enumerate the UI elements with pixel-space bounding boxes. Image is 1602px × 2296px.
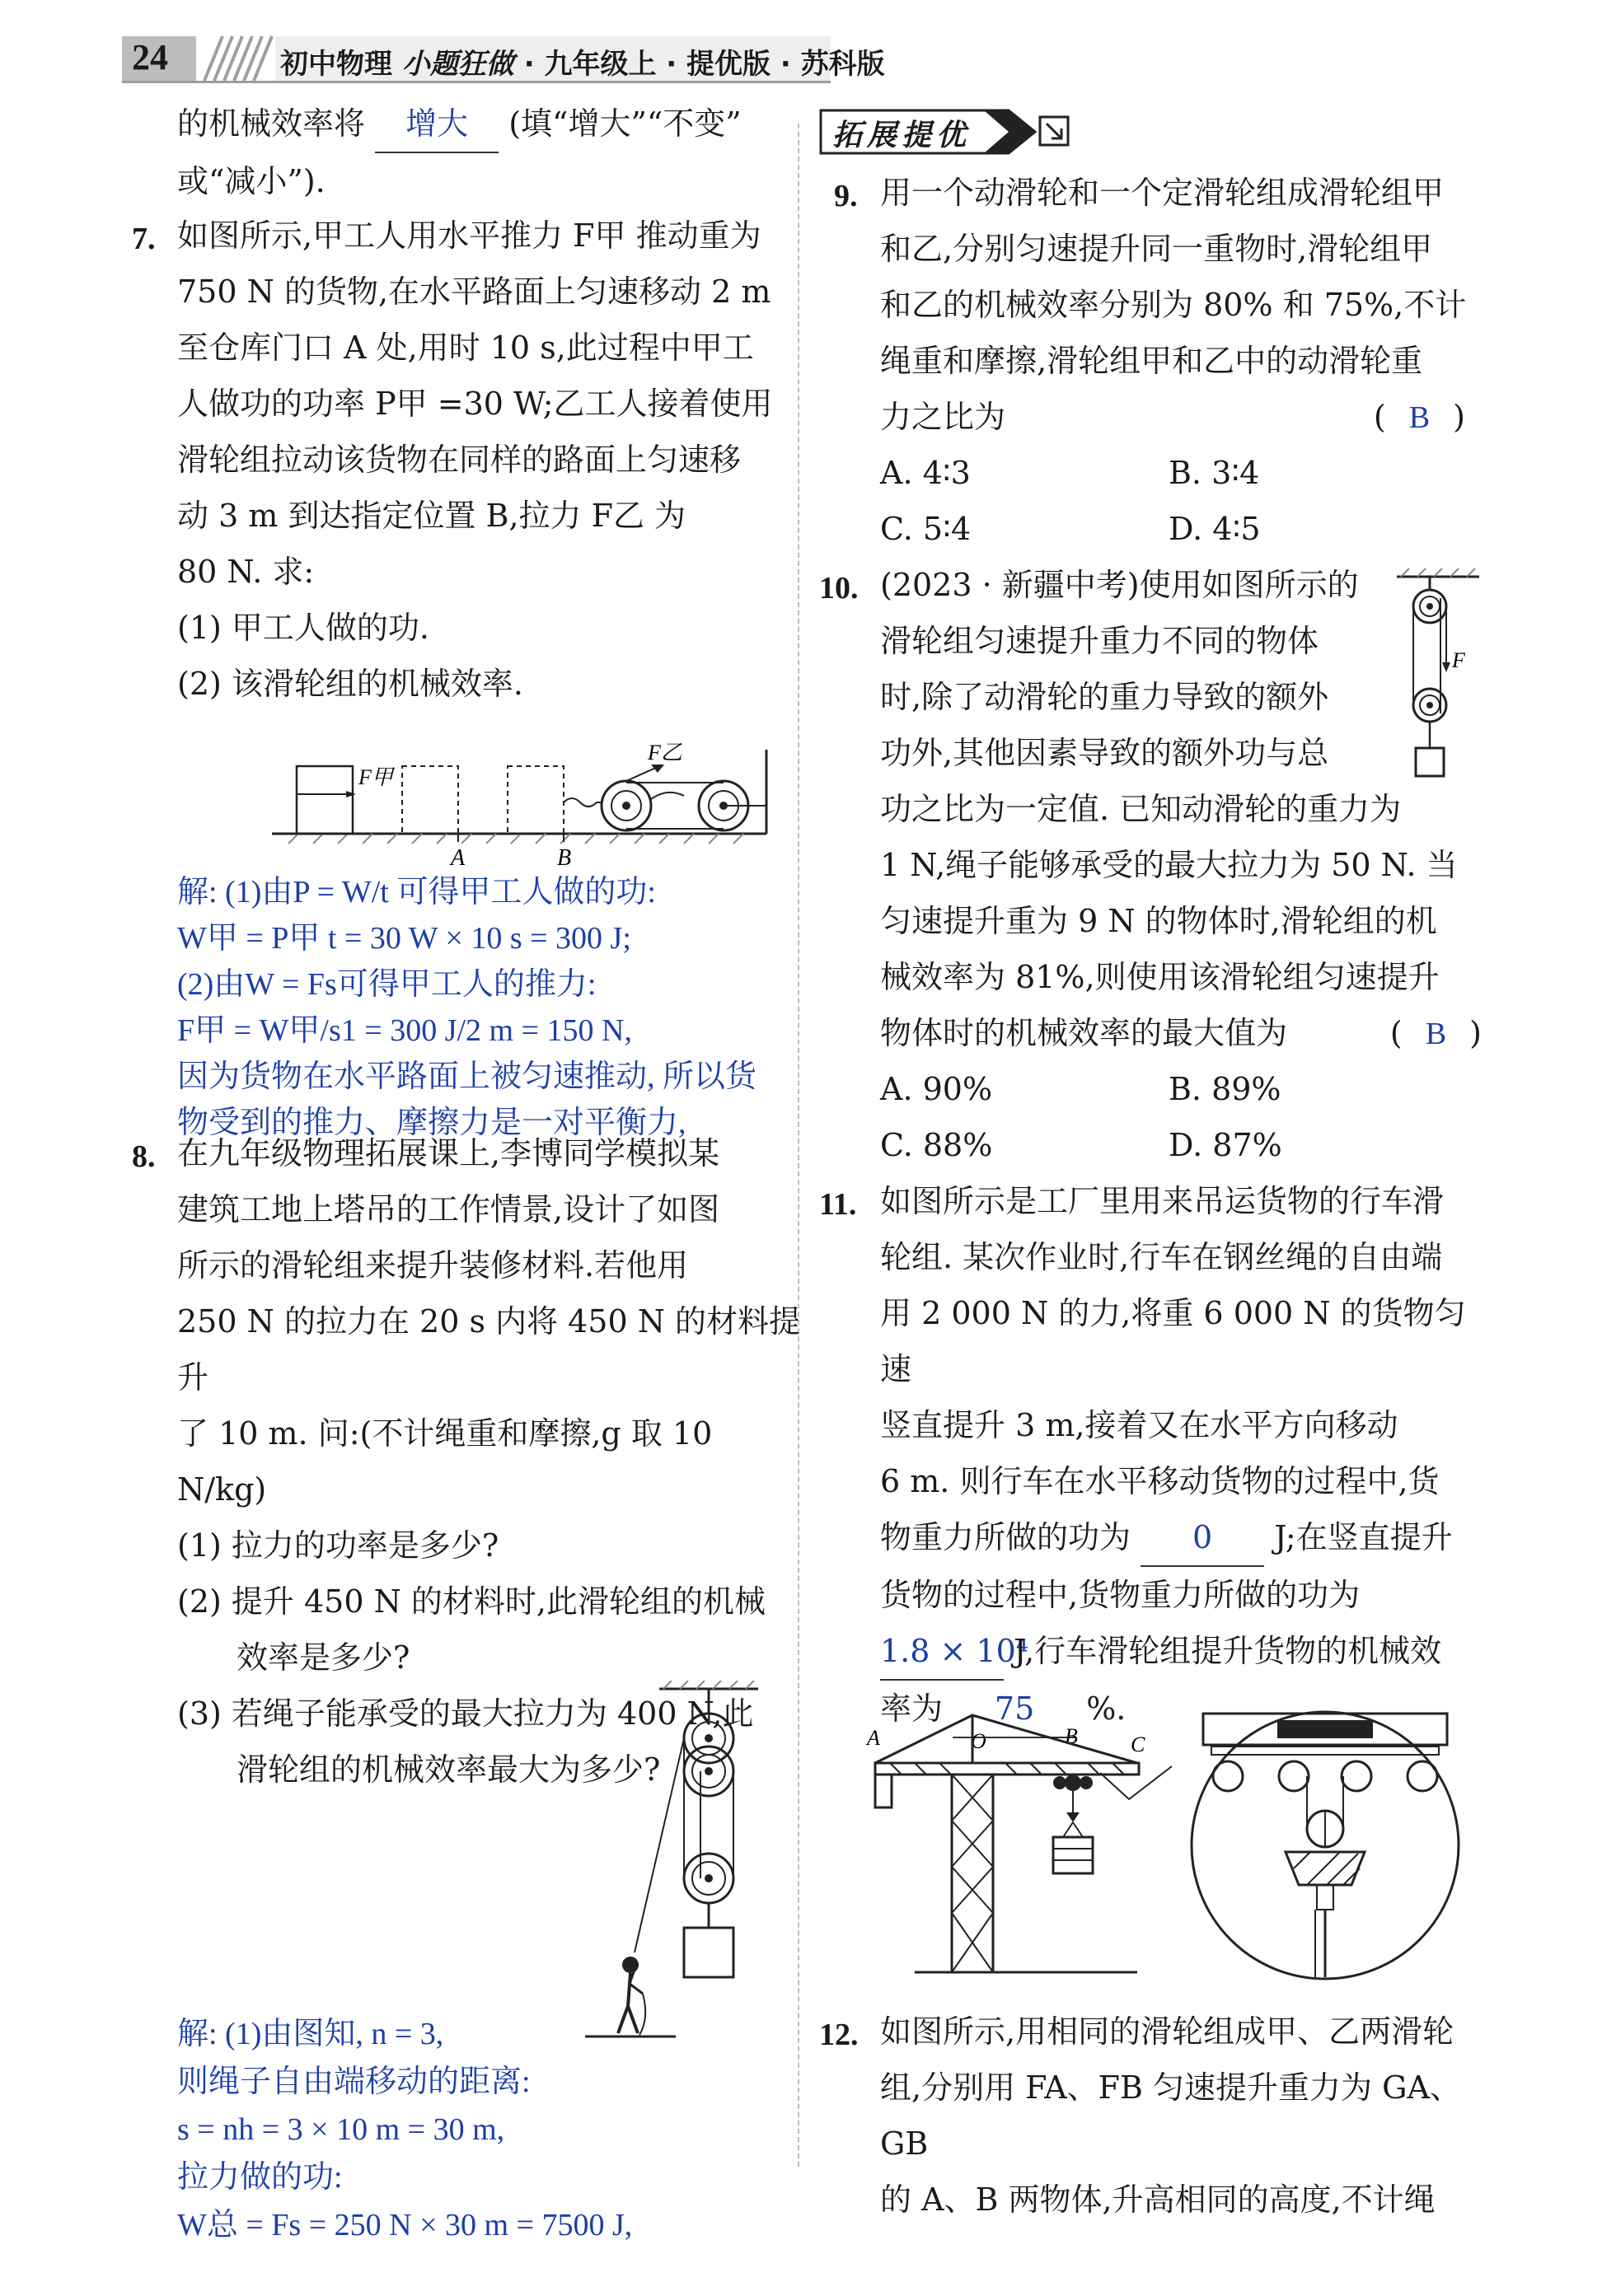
q9-line: 力之比为 xyxy=(880,399,1006,435)
page-number: 24 xyxy=(132,37,168,77)
option-a: A. 4∶3 xyxy=(880,455,971,491)
fig-label-a: A xyxy=(451,845,466,865)
q8-line: 在九年级物理拓展课上,李博同学模拟某 xyxy=(177,1135,720,1171)
fig-label-f: F xyxy=(1452,648,1465,672)
q11-line: 竖直提升 3 m,接着又在水平方向移动 xyxy=(880,1407,1398,1443)
section-banner xyxy=(819,109,1075,158)
q9-answer-bracket: ( B ) xyxy=(1373,399,1465,435)
q10-line: 功外,其他因素导致的额外功与总 xyxy=(880,735,1329,771)
solution-line: 因为货物在水平路面上被匀速推动, 所以货 xyxy=(177,1059,757,1094)
q10-line: 时,除了动滑轮的重力导致的额外 xyxy=(880,679,1329,715)
q11-line: 6 m. 则行车在水平移动货物的过程中,货 xyxy=(880,1463,1440,1499)
q9-answer: B xyxy=(1408,400,1431,435)
solution-line: 解: (1)由P = W/t 可得甲工人做的功: xyxy=(177,875,656,910)
q7-line: 80 N. 求: xyxy=(177,554,315,590)
q8-sub1: (1) 拉力的功率是多少? xyxy=(177,1527,499,1564)
fig-label-o: O xyxy=(971,1729,986,1753)
q11-text: 如图所示是工厂里用来吊运货物的行车滑 轮组. 某次作业时,行车在钢丝绳的自由端 用 2 000 N 的力,将重 6 000 N 的货物匀速 竖直提升 3 m,接着又在水平方向移动 6 m. 则行车在水平移动货物的过程中,货 物重力所做的功为 0 J;在竖直提升 货物的过程中,货物重力所做的功为 1.8 × 10⁴ J,行车滑轮组提升货物的机械效 率为 75 %. xyxy=(880,1173,1490,1738)
answer-blank-1: 0 xyxy=(1141,1509,1264,1567)
q12-text xyxy=(880,2004,1490,2228)
q7-line: 人做功的功率 P甲 =30 W;乙工人接着使用 xyxy=(177,386,773,422)
q9-line: 绳重和摩擦,滑轮组甲和乙中的动滑轮重 xyxy=(880,343,1423,379)
q8-sub2-cont: 效率是多少? xyxy=(237,1639,410,1676)
q8-sub3-cont: 滑轮组的机械效率最大为多少? xyxy=(237,1751,661,1788)
solution-line: 解: (1)由图知, n = 3, xyxy=(177,2017,444,2051)
q12-number: 12. xyxy=(819,2018,859,2052)
q11-line: 轮组. 某次作业时,行车在钢丝绳的自由端 xyxy=(880,1239,1443,1275)
answer-blank-3: 75 xyxy=(953,1681,1076,1738)
q8-pulley-figure xyxy=(577,1681,791,2043)
q9-line: 用一个动滑轮和一个定滑轮组成滑轮组甲 xyxy=(880,175,1445,211)
q9-number: 9. xyxy=(834,179,858,213)
answer-blank-2: 1.8 × 10⁴ xyxy=(880,1623,1004,1681)
q7-line: 750 N 的货物,在水平路面上匀速移动 2 m xyxy=(177,274,771,310)
q10-line: 1 N,绳子能够承受的最大拉力为 50 N. 当 xyxy=(880,847,1458,883)
q7-sub1: (1) 甲工人做的功. xyxy=(177,610,429,646)
solution-line: 拉力做的功: xyxy=(177,2160,343,2195)
q7-text xyxy=(177,208,787,712)
q8-line: 了 10 m. 问:(不计绳重和摩擦,g 取 10 N/kg) xyxy=(177,1415,713,1508)
option-d: D. 4∶5 xyxy=(1169,511,1261,547)
section-title: 拓展提优 xyxy=(832,119,972,152)
q8-line: 250 N 的拉力在 20 s 内将 450 N 的材料提升 xyxy=(177,1303,801,1396)
q11-crane-figure xyxy=(865,1697,1492,1985)
solution-line: W甲 = P甲 t = 30 W × 10 s = 300 J; xyxy=(177,921,631,956)
q8-number: 8. xyxy=(132,1139,156,1174)
fig-label-f-jia: F甲 xyxy=(358,765,393,789)
fig-label-b: B xyxy=(1065,1724,1078,1748)
q7-solution xyxy=(177,869,803,1146)
header-series: · 九年级上 · 提优版 · 苏科版 xyxy=(523,48,885,81)
q11-line: 用 2 000 N 的力,将重 6 000 N 的货物匀速 xyxy=(880,1295,1466,1387)
solution-line: s = nh = 3 × 10 m = 30 m, xyxy=(177,2112,505,2147)
q8-line: 所示的滑轮组来提升装修材料.若他用 xyxy=(177,1247,689,1284)
q8-sub2: (2) 提升 450 N 的材料时,此滑轮组的机械 xyxy=(177,1583,766,1620)
q6-tail: 的机械效率将 增大 (填“增大”“不变” 或“减小”). xyxy=(177,96,787,209)
option-b: B. 3∶4 xyxy=(1169,455,1260,491)
q10-pulley-figure xyxy=(1393,565,1483,788)
q11-line: 如图所示是工厂里用来吊运货物的行车滑 xyxy=(880,1183,1445,1219)
header-subject: 初中物理 xyxy=(280,48,392,81)
solution-line: W总 = Fs = 250 N × 30 m = 7500 J, xyxy=(177,2208,633,2242)
option-a: A. 90% xyxy=(880,1071,993,1107)
q7-sub2: (2) 该滑轮组的机械效率. xyxy=(177,666,523,702)
brand-logo: 小题狂做 xyxy=(401,48,514,81)
solution-line: 物受到的推力、摩擦力是一对平衡力, xyxy=(177,1106,686,1140)
q10-line: 匀速提升重为 9 N 的物体时,滑轮组的机 xyxy=(880,903,1437,939)
q10-line: 械效率为 81%,则使用该滑轮组匀速提升 xyxy=(880,959,1440,995)
q7-figure xyxy=(264,741,775,865)
q7-number: 7. xyxy=(132,222,156,256)
q10-line: 功之比为一定值. 已知动滑轮的重力为 xyxy=(880,791,1402,827)
option-c: C. 88% xyxy=(880,1127,993,1163)
q12-line: 如图所示,用相同的滑轮组成甲、乙两滑轮 xyxy=(880,2013,1454,2050)
q8-line: 建筑工地上塔吊的工作情景,设计了如图 xyxy=(177,1191,720,1227)
fig-label-b: B xyxy=(557,845,572,865)
solution-line: (2)由W = Fs可得甲工人的推力: xyxy=(177,967,597,1002)
q10-answer: B xyxy=(1425,1017,1447,1051)
option-c: C. 5∶4 xyxy=(880,511,972,547)
fig-label-f-yi: F乙 xyxy=(648,741,682,765)
solution-line: 则绳子自由端移动的距离: xyxy=(177,2065,531,2099)
q10-line: 物体时的机械效率的最大值为 xyxy=(880,1015,1288,1051)
fig-label-c: C xyxy=(1131,1733,1145,1756)
option-b: B. 89% xyxy=(1169,1071,1281,1107)
q10-line: (2023 · 新疆中考)使用如图所示的 xyxy=(880,567,1359,603)
q12-line: 组,分别用 FA、FB 匀速提升重力为 GA、GB xyxy=(880,2069,1461,2162)
q10-number: 10. xyxy=(819,571,859,606)
option-d: D. 87% xyxy=(1169,1127,1282,1163)
q8-solution xyxy=(177,2010,803,2249)
q10-answer-bracket: ( B ) xyxy=(1389,1015,1482,1051)
solution-line: F甲 = W甲/s1 = 300 J/2 m = 150 N, xyxy=(177,1013,632,1048)
q12-line: 的 A、B 两物体,升高相同的高度,不计绳 xyxy=(880,2181,1436,2218)
q11-number: 11. xyxy=(819,1187,857,1222)
q7-line: 滑轮组拉动该货物在同样的路面上匀速移 xyxy=(177,442,742,478)
q7-line: 如图所示,甲工人用水平推力 F甲 推动重为 xyxy=(177,217,761,254)
q7-line: 动 3 m 到达指定位置 B,拉力 F乙 为 xyxy=(177,498,686,534)
q8-sub3: (3) 若绳子能承受的最大拉力为 400 N,此 xyxy=(177,1695,754,1732)
q9-line: 和乙的机械效率分别为 80% 和 75%,不计 xyxy=(880,287,1467,323)
header-title xyxy=(280,41,885,82)
fig-label-a: A xyxy=(867,1726,880,1750)
q10-line: 滑轮组匀速提升重力不同的物体 xyxy=(880,623,1319,659)
q7-line: 至仓库门口 A 处,用时 10 s,此过程中甲工 xyxy=(177,330,754,366)
answer-blank: 增大 xyxy=(375,96,499,153)
q9-text xyxy=(880,165,1482,557)
q9-line: 和乙,分别匀速提升同一重物时,滑轮组甲 xyxy=(880,231,1433,267)
